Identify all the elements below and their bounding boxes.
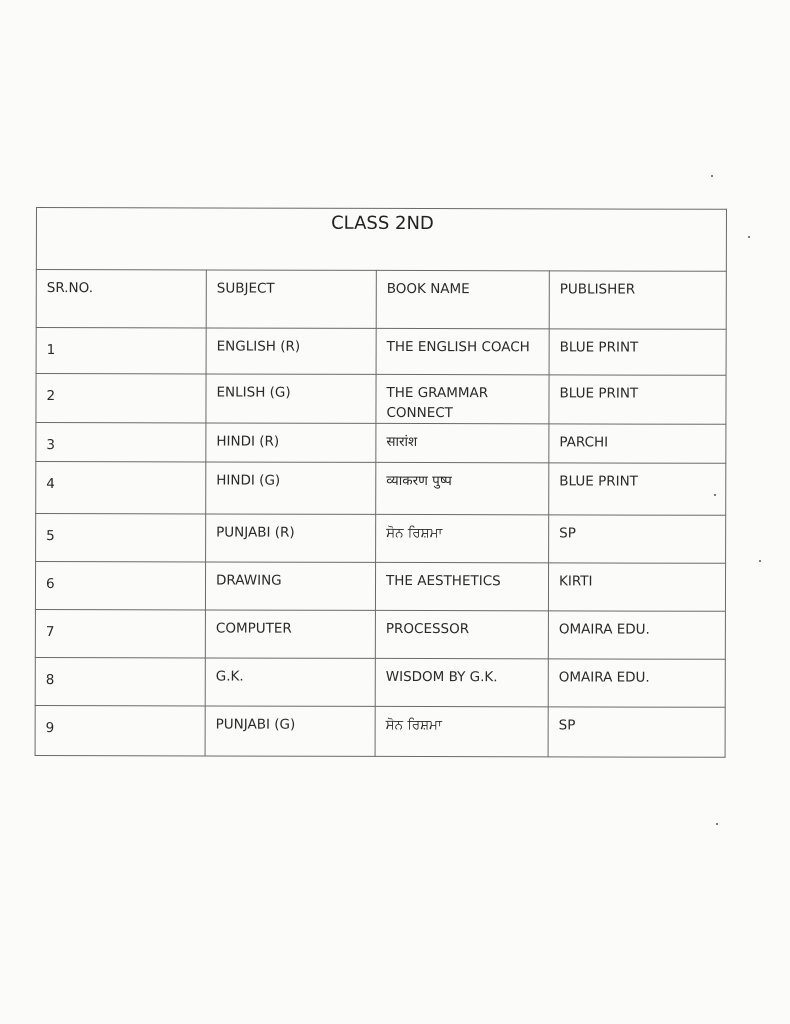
cell-subject: PUNJABI (R) xyxy=(206,514,376,562)
header-publisher: PUBLISHER xyxy=(549,271,726,329)
table-row xyxy=(36,328,726,376)
header-book-name: BOOK NAME xyxy=(376,270,549,328)
cell-subject: ENLISH (G) xyxy=(206,374,376,423)
cell-sr-no: 7 xyxy=(35,609,205,657)
cell-subject: DRAWING xyxy=(205,562,375,610)
scan-speck xyxy=(759,560,761,562)
cell-book-name: PROCESSOR xyxy=(375,610,548,658)
table-row xyxy=(36,514,726,564)
book-list-table xyxy=(35,207,727,758)
cell-publisher: BLUE PRINT xyxy=(549,375,726,424)
cell-sr-no: 3 xyxy=(36,423,206,462)
table-row xyxy=(35,705,725,757)
header-sr-no: SR.NO. xyxy=(36,270,206,328)
scan-speck xyxy=(714,494,716,496)
header-subject: SUBJECT xyxy=(206,270,376,328)
cell-sr-no: 6 xyxy=(35,562,205,610)
table-row xyxy=(36,462,726,516)
cell-subject: HINDI (R) xyxy=(206,423,376,462)
cell-book-name: WISDOM BY G.K. xyxy=(375,658,548,706)
cell-publisher: SP xyxy=(548,707,725,757)
table-row xyxy=(35,609,725,659)
cell-book-name: ਸੋਨ ਰਿਸ਼ਮਾ xyxy=(375,706,548,756)
cell-sr-no: 9 xyxy=(35,705,205,755)
cell-publisher: OMAIRA EDU. xyxy=(548,659,725,707)
scan-speck xyxy=(748,236,750,238)
table-row xyxy=(36,423,726,464)
cell-subject: G.K. xyxy=(205,658,375,706)
cell-book-name: ਸੋਨ ਰਿਸ਼ਮਾ xyxy=(376,514,549,562)
cell-subject: PUNJABI (G) xyxy=(205,706,375,756)
table-row xyxy=(36,374,726,425)
cell-book-name: THE GRAMMAR CONNECT xyxy=(376,374,549,423)
cell-publisher: PARCHI xyxy=(549,424,726,463)
scan-speck xyxy=(716,823,718,825)
cell-publisher: BLUE PRINT xyxy=(549,463,726,515)
cell-publisher: KIRTI xyxy=(548,563,725,611)
cell-subject: ENGLISH (R) xyxy=(206,328,376,374)
cell-book-name: सारांश xyxy=(376,423,549,462)
cell-sr-no: 1 xyxy=(36,328,206,374)
table-row xyxy=(35,657,725,707)
cell-subject: COMPUTER xyxy=(205,610,375,658)
cell-sr-no: 8 xyxy=(35,657,205,705)
scan-speck xyxy=(711,175,713,177)
cell-publisher: OMAIRA EDU. xyxy=(548,611,725,659)
cell-book-name: THE ENGLISH COACH xyxy=(376,328,549,374)
cell-book-name: व्याकरण पुष्प xyxy=(376,462,549,514)
table-row xyxy=(35,562,725,612)
cell-publisher: BLUE PRINT xyxy=(549,329,726,375)
cell-sr-no: 2 xyxy=(36,374,206,423)
cell-publisher: SP xyxy=(549,515,726,563)
cell-book-name: THE AESTHETICS xyxy=(375,562,548,610)
table-title-row xyxy=(36,208,726,272)
cell-sr-no: 5 xyxy=(36,514,206,562)
table-header-row xyxy=(36,270,726,330)
table-title: CLASS 2ND xyxy=(36,208,726,272)
cell-subject: HINDI (G) xyxy=(206,462,376,514)
cell-sr-no: 4 xyxy=(36,462,206,514)
